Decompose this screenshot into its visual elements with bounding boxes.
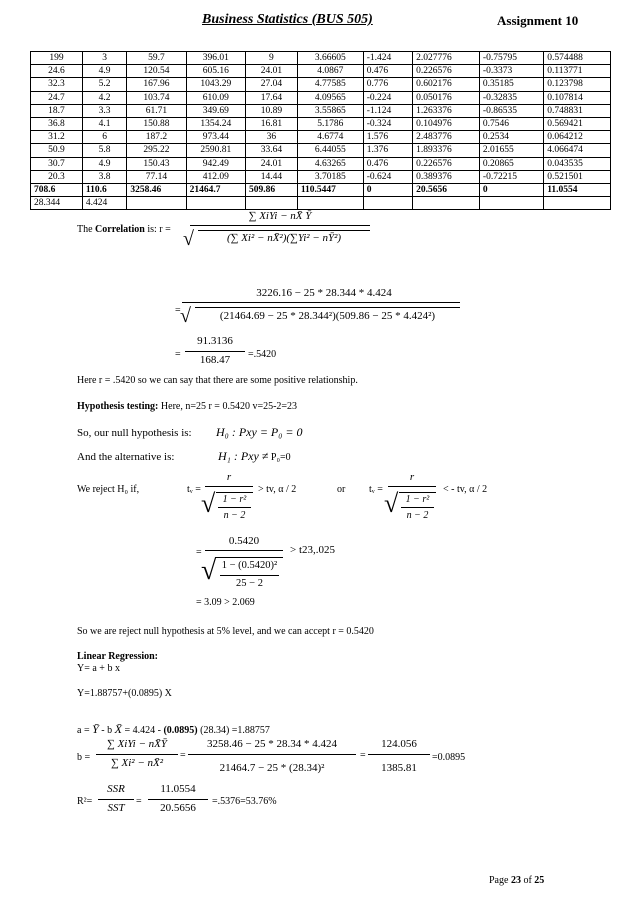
table-cell: 0.123798 [544,78,611,91]
null-hypothesis-formula: H₀ : Pxy = P₀ = 0 [216,425,303,439]
table-cell: 2.483776 [413,131,480,144]
table-cell: 9 [245,52,297,65]
b-label: b = [77,752,91,763]
b-equals-1: = [180,750,186,761]
table-cell: 0 [363,183,412,196]
table-cell: 4.1 [82,117,126,130]
tv2-inner-numerator: 1 − r² [405,494,430,505]
table-cell: 36.8 [31,117,83,130]
table-cell: 18.7 [31,104,83,117]
table-cell: 4.63265 [297,157,363,170]
table-cell: 27.04 [245,78,297,91]
r2-value-denominator: 20.5656 [160,802,196,814]
table-cell: 21464.7 [186,183,245,196]
table-cell: 4.9 [82,65,126,78]
table-cell: 110.6 [82,183,126,196]
corr-formula-numerator: ∑ XiYi − nX̄ Ȳ [248,210,312,222]
table-cell: 708.6 [31,183,83,196]
table-cell: 0.043535 [544,157,611,170]
table-cell: -1.424 [363,52,412,65]
table-cell: 0.2534 [479,131,543,144]
table-cell: 10.89 [245,104,297,117]
corr-equals-1: = [175,305,181,316]
table-row [31,78,611,91]
b-fraction-numerator: 124.056 [381,738,417,750]
table-cell: 31.2 [31,131,83,144]
regression-heading: Linear Regression: [77,651,159,662]
table-cell: 16.81 [245,117,297,130]
table-cell: 3258.46 [127,183,186,196]
alt-hypothesis-text: And the alternative is: [77,451,175,463]
table-cell: 942.49 [186,157,245,170]
table-cell: 28.344 [31,197,83,210]
tv1-condition: > tv, α / 2 [258,484,297,495]
tv1-inner-numerator: 1 − r² [222,494,247,505]
table-cell: 59.7 [127,52,186,65]
table-cell: 4.09565 [297,91,363,104]
tv1-line [205,486,253,487]
table-cell: -0.3373 [479,65,543,78]
table-cell: 0 [479,183,543,196]
table-cell: 0.476 [363,65,412,78]
sqrt-symbol: √ [201,555,217,586]
table-cell: 3.55865 [297,104,363,117]
table-cell: -0.75795 [479,52,543,65]
table-cell: 0.748831 [544,104,611,117]
table-cell: 4.066474 [544,144,611,157]
calc-numerator: 0.5420 [228,535,260,547]
corr-formula-line [190,225,370,226]
sqrt-symbol: √ [180,305,191,327]
table-cell [479,197,543,210]
r2-result: =.5376=53.76% [212,796,277,807]
table-total-row [31,183,611,196]
table-cell: 30.7 [31,157,83,170]
sqrt-bar [195,307,460,308]
table-cell: 4.6774 [297,131,363,144]
table-row [31,104,611,117]
table-cell: 0.521501 [544,170,611,183]
table-cell: 0.476 [363,157,412,170]
table-cell: 32.3 [31,78,83,91]
table-cell: 4.9 [82,157,126,170]
calc-result: = 3.09 > 2.069 [196,597,255,608]
table-cell: 4.424 [82,197,126,210]
calc-inner-denominator: 25 − 2 [236,578,263,589]
table-row [31,170,611,183]
table-cell: 0.602176 [413,78,480,91]
table-row [31,52,611,65]
r2-line [98,799,134,800]
table-cell: -0.32835 [479,91,543,104]
sqrt-bar [198,230,370,231]
table-cell: 20.3 [31,170,83,183]
or-text: or [337,484,346,495]
table-cell: 605.16 [186,65,245,78]
table-cell [413,197,480,210]
corr-step2-line [185,351,245,352]
table-cell: 4.2 [82,91,126,104]
table-cell: 11.0554 [544,183,611,196]
table-cell: 0.113771 [544,65,611,78]
table-cell [245,197,297,210]
b-fraction-line [368,754,430,755]
tv1-inner-denominator: n − 2 [223,510,246,521]
alt-hypothesis-formula: H₁ : Pxy ≠ P₀=0 [218,449,291,463]
table-cell: 412.09 [186,170,245,183]
table-cell: 187.2 [127,131,186,144]
tv2-numerator: r [409,471,415,483]
calc-compare: > t23,.025 [290,544,336,556]
r2-equals: = [136,796,142,807]
document-title: Business Statistics (BUS 505) [202,12,373,27]
corr-step2-result: =.5420 [248,349,277,360]
table-cell: 0.776 [363,78,412,91]
b-formula-numerator: ∑ XiYi − nX̄Ȳ [107,738,167,750]
table-cell: 61.71 [127,104,186,117]
table-cell [186,197,245,210]
b-fraction-denominator: 1385.81 [381,762,417,774]
table-cell: 1.893376 [413,144,480,157]
calc-equals: = [196,547,202,558]
table-cell: 0.226576 [413,157,480,170]
table-cell: 14.44 [245,170,297,183]
table-cell: 1.263376 [413,104,480,117]
table-cell [544,197,611,210]
table-cell: 1043.29 [186,78,245,91]
tv1-numerator: r [226,471,232,483]
table-cell: 0.389376 [413,170,480,183]
page-header [0,10,638,32]
hypothesis-conclusion: So we are reject null hypothesis at 5% level, and we can accept r = 0.5420 [77,626,374,637]
table-row [31,117,611,130]
page-number: Page 23 of 25 [489,875,545,886]
table-cell: 396.01 [186,52,245,65]
table-row [31,144,611,157]
sqrt-bar [399,492,436,493]
table-cell: 167.96 [127,78,186,91]
r2-denominator: SST [107,802,125,814]
table-cell: 1354.24 [186,117,245,130]
tv1-inner-line [218,507,251,508]
sqrt-bar [216,492,253,493]
table-row [31,65,611,78]
sqrt-symbol: √ [183,228,194,250]
hypothesis-line: Hypothesis testing: Here, n=25 r = 0.5420 v=25-2=23 [77,401,298,412]
tv2-condition: < - tv, α / 2 [443,484,488,495]
data-table [30,51,611,210]
table-cell: 103.74 [127,91,186,104]
corr-step2-numerator: 91.3136 [197,335,233,347]
data-table-body [31,52,611,210]
corr-step2-denominator: 168.47 [199,354,231,366]
r2-label: R²= [77,796,93,807]
table-cell: 110.5447 [297,183,363,196]
table-mean-row [31,197,611,210]
table-cell: 36 [245,131,297,144]
table-cell: 6.44055 [297,144,363,157]
corr-formula-denominator: (∑ Xi² − nX̄²)(∑Yi² − nȲ²) [226,232,342,244]
table-cell: 509.86 [245,183,297,196]
table-cell: 4.0867 [297,65,363,78]
b-values-denominator: 21464.7 − 25 * (28.34)² [219,762,325,774]
table-cell: 150.88 [127,117,186,130]
b-equals-2: = [360,750,366,761]
table-cell: 295.22 [127,144,186,157]
table-cell: 3.70185 [297,170,363,183]
calc-inner-line [220,575,279,576]
regression-fitted: Y=1.88757+(0.0895) X [77,688,172,699]
table-cell: 20.5656 [413,183,480,196]
tv2-inner-line [401,507,434,508]
reject-rule-text: We reject H₀ if, [77,484,140,495]
a-coefficient-line: a = Ȳ - b X̄ = 4.424 - (0.0895) (28.34) =1.88757 [77,722,270,736]
b-values-line [188,754,356,755]
assignment-label: Assignment 10 [497,13,579,28]
table-cell: 0.107814 [544,91,611,104]
corr-step1-numerator: 3226.16 − 25 * 28.344 * 4.424 [256,287,392,299]
r2-value-numerator: 11.0554 [160,783,196,795]
table-cell: 0.064212 [544,131,611,144]
table-cell: 3 [82,52,126,65]
table-cell: -0.86535 [479,104,543,117]
b-result: =0.0895 [432,752,466,763]
tv-label-2: tᵥ = [369,484,383,495]
table-cell: 0.104976 [413,117,480,130]
table-cell: 0.050176 [413,91,480,104]
table-cell: 3.66605 [297,52,363,65]
corr-interpretation: Here r = .5420 so we can say that there are some positive relationship. [77,375,358,386]
table-cell [127,197,186,210]
table-cell: 2.01655 [479,144,543,157]
table-cell: 0.574488 [544,52,611,65]
table-cell: 120.54 [127,65,186,78]
table-cell [363,197,412,210]
table-cell: 4.77585 [297,78,363,91]
table-cell: 610.09 [186,91,245,104]
table-cell: 24.7 [31,91,83,104]
table-row [31,91,611,104]
table-cell: 3.3 [82,104,126,117]
table-cell: 0.35185 [479,78,543,91]
table-cell: 1.376 [363,144,412,157]
table-cell: -0.224 [363,91,412,104]
table-cell: -0.324 [363,117,412,130]
sqrt-symbol: √ [201,489,216,518]
table-cell: 0.569421 [544,117,611,130]
table-cell: 17.64 [245,91,297,104]
table-cell: -0.72215 [479,170,543,183]
table-cell: 973.44 [186,131,245,144]
table-cell: 6 [82,131,126,144]
table-cell: 5.2 [82,78,126,91]
regression-model: Y= a + b x [77,663,120,674]
table-cell: 2.027776 [413,52,480,65]
null-hypothesis-text: So, our null hypothesis is: [77,427,192,439]
b-values-numerator: 3258.46 − 25 * 28.34 * 4.424 [207,738,337,750]
tv2-line [388,486,436,487]
table-cell: 0.20865 [479,157,543,170]
corr-equals-2: = [175,349,181,360]
table-row [31,157,611,170]
calc-line [205,550,283,551]
r2-value-line [148,799,208,800]
table-cell: 24.6 [31,65,83,78]
sqrt-symbol: √ [384,489,399,518]
table-cell: -0.624 [363,170,412,183]
tv-label-1: tᵥ = [187,484,201,495]
sqrt-bar [216,557,283,558]
table-cell: 3.8 [82,170,126,183]
tv2-inner-denominator: n − 2 [406,510,429,521]
corr-step1-denominator: (21464.69 − 25 * 28.344²)(509.86 − 25 * 4.424²) [219,310,436,322]
table-cell: 2590.81 [186,144,245,157]
table-cell: 150.43 [127,157,186,170]
b-formula-denominator: ∑ Xi² − nX̄² [110,757,164,769]
table-cell: 50.9 [31,144,83,157]
table-cell: 0.226576 [413,65,480,78]
r2-numerator: SSR [107,783,125,795]
table-cell: 199 [31,52,83,65]
table-cell [297,197,363,210]
b-formula-line [96,754,178,755]
table-cell: 1.576 [363,131,412,144]
table-cell: 77.14 [127,170,186,183]
table-cell: 349.69 [186,104,245,117]
table-cell: 33.64 [245,144,297,157]
correlation-label: The Correlation is: r = [77,224,171,235]
table-cell: 24.01 [245,65,297,78]
calc-inner-numerator: 1 − (0.5420)² [221,560,278,571]
table-cell: -1.124 [363,104,412,117]
table-cell: 5.8 [82,144,126,157]
table-cell: 24.01 [245,157,297,170]
corr-step1-line [182,302,460,303]
table-row [31,131,611,144]
table-cell: 5.1786 [297,117,363,130]
table-cell: 0.7546 [479,117,543,130]
